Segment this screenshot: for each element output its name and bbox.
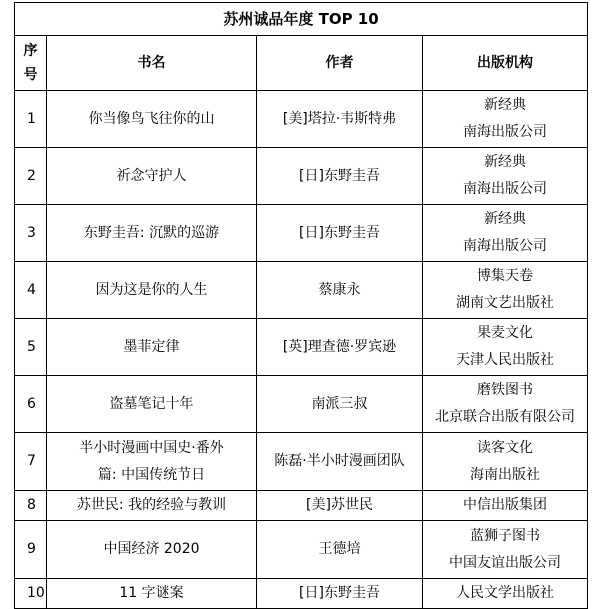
author-cell [257, 91, 423, 148]
book-title-cell [47, 521, 257, 579]
table-row [15, 521, 588, 579]
rank-cell: 3 [15, 205, 47, 262]
author-cell [257, 521, 423, 579]
table-title: 苏州诚品年度 TOP 10 [15, 3, 588, 36]
publisher-cell [423, 491, 588, 521]
book-title-line: 盗墓笔记十年 [109, 395, 194, 412]
rank-cell: 10 [15, 579, 47, 609]
publisher-line: 博集天卷 [477, 268, 534, 284]
book-title-cell [47, 376, 257, 433]
rank-cell: 5 [15, 319, 47, 376]
table-row [15, 91, 588, 148]
table-row [15, 148, 588, 205]
book-title-line: 因为这是你的人生 [95, 281, 208, 298]
publisher-line: 北京联合出版有限公司 [435, 409, 576, 425]
book-title-line: 苏世民: 我的经验与教训 [76, 497, 227, 513]
author-cell [257, 205, 423, 262]
publisher-line: 果麦文化 [477, 325, 534, 341]
publisher-line: 新经典 [484, 154, 527, 170]
header-index-line-2: 号 [23, 67, 38, 83]
rank-cell: 6 [15, 376, 47, 433]
author-line: [美]苏世民 [306, 497, 373, 513]
book-title-line: 半小时漫画中国史·番外 [79, 439, 224, 456]
publisher-line: 新经典 [484, 211, 527, 227]
author-line: 蔡康永 [318, 281, 361, 298]
publisher-line: 湖南文艺出版社 [456, 295, 555, 311]
author-cell [257, 262, 423, 319]
book-title-cell [47, 148, 257, 205]
book-title-cell [47, 91, 257, 148]
book-title-line: 墨菲定律 [123, 338, 180, 355]
rank-cell: 9 [15, 521, 47, 579]
author-line: 王德培 [318, 541, 361, 557]
table-row [15, 579, 588, 609]
publisher-cell [423, 433, 588, 491]
publisher-line: 读客文化 [477, 439, 534, 456]
publisher-cell [423, 205, 588, 262]
rank-cell: 8 [15, 491, 47, 521]
book-title-cell [47, 319, 257, 376]
book-title-line: 你当像鸟飞往你的山 [88, 110, 215, 127]
book-title-cell [47, 433, 257, 491]
author-line: [日]东野圭吾 [299, 224, 380, 241]
publisher-line: 蓝狮子图书 [470, 527, 541, 544]
publisher-line: 南海出版公司 [463, 181, 548, 197]
book-title-cell [47, 579, 257, 609]
publisher-cell [423, 376, 588, 433]
ranking-sheet [14, 2, 587, 609]
author-cell [257, 579, 423, 609]
book-title-line: 东野圭吾: 沉默的巡游 [83, 224, 220, 241]
author-line: [美]塔拉·韦斯特弗 [282, 110, 397, 127]
rank-cell: 2 [15, 148, 47, 205]
table-row [15, 205, 588, 262]
publisher-line: 中国友谊出版公司 [449, 554, 562, 571]
book-title-cell [47, 205, 257, 262]
publisher-line: 天津人民出版社 [456, 352, 555, 368]
publisher-cell [423, 262, 588, 319]
rank-cell: 1 [15, 91, 47, 148]
author-line: 南派三叔 [311, 395, 368, 412]
header-author: 作者 [257, 36, 423, 91]
book-title-line: 篇: 中国传统节日 [97, 466, 206, 483]
book-title-line: 中国经济 2020 [103, 541, 200, 557]
author-cell [257, 433, 423, 491]
author-line: [日]东野圭吾 [299, 585, 380, 601]
publisher-line: 中信出版集团 [463, 497, 548, 513]
publisher-cell [423, 521, 588, 579]
publisher-cell [423, 319, 588, 376]
publisher-line: 南海出版公司 [463, 238, 548, 254]
author-line: [英]理查德·罗宾逊 [282, 338, 397, 355]
author-cell [257, 148, 423, 205]
publisher-cell [423, 91, 588, 148]
header-index [15, 36, 47, 91]
table-row [15, 262, 588, 319]
publisher-cell [423, 579, 588, 609]
book-title-cell [47, 491, 257, 521]
header-publisher: 出版机构 [423, 36, 588, 91]
author-cell [257, 319, 423, 376]
rank-cell: 4 [15, 262, 47, 319]
publisher-line: 新经典 [484, 97, 527, 113]
author-cell [257, 376, 423, 433]
table-body [15, 91, 588, 609]
header-book: 书名 [47, 36, 257, 91]
publisher-line: 南海出版公司 [463, 124, 548, 140]
book-title-line: 11 字谜案 [119, 585, 184, 601]
publisher-line: 人民文学出版社 [456, 585, 555, 601]
rank-cell: 7 [15, 433, 47, 491]
publisher-line: 磨铁图书 [477, 382, 534, 398]
header-index-line-1: 序 [23, 43, 38, 59]
publisher-cell [423, 148, 588, 205]
author-cell [257, 491, 423, 521]
table-row [15, 491, 588, 521]
publisher-line: 海南出版社 [470, 466, 541, 483]
author-line: 陈磊·半小时漫画团队 [274, 453, 405, 469]
ranking-table [14, 2, 588, 609]
book-title-line: 祈念守护人 [116, 167, 187, 184]
author-line: [日]东野圭吾 [299, 167, 380, 184]
book-title-cell [47, 262, 257, 319]
header-row [15, 36, 588, 91]
table-row [15, 433, 588, 491]
table-row [15, 376, 588, 433]
table-row [15, 319, 588, 376]
